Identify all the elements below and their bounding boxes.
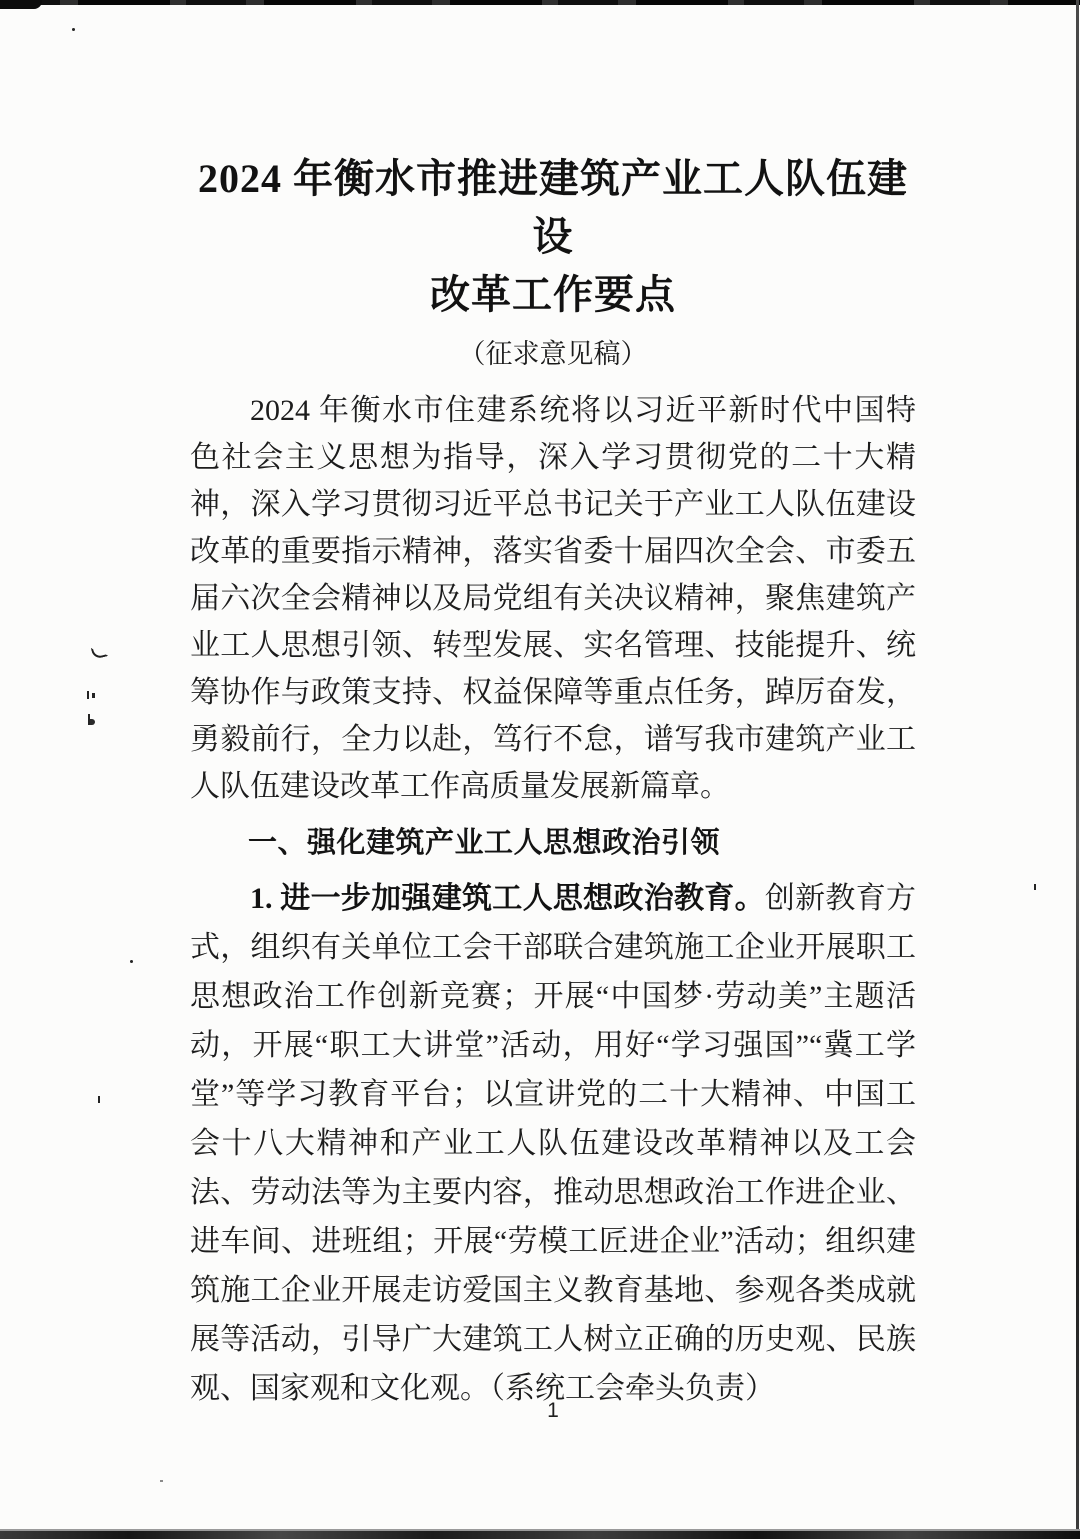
- item-1-text: 创新教育方式，组织有关单位工会干部联合建筑施工企业开展职工思想政治工作创新竞赛；开展“中国梦·劳动美”主题活动，开展“职工大讲堂”活动，用好“学习强国”“冀工学堂”等学习教育平台；以宣讲党的二十大精神、中国工会十八大精神和产业工人队伍建设改革精神以及工会法、劳动法等为主要内容，推动思想政治工作进企业、进车间、进班组；开展“劳模工匠进企业”活动；组织建筑施工企业开展走访爱国主义教育基地、参观各类成就展等活动，引导广大建筑工人树立正确的历史观、民族观、国家观和文化观。（系统工会牵头负责）: [190, 882, 917, 1405]
- scan-speck: [98, 1096, 100, 1103]
- document-title: [190, 150, 916, 324]
- scan-speck: [91, 644, 108, 659]
- intro-paragraph: 2024 年衡水市住建系统将以习近平新时代中国特色社会主义思想为指导，深入学习贯彻党的二十大精神，深入学习贯彻习近平总书记关于产业工人队伍建设改革的重要指示精神，落实省委十届四次全会、市委五届六次全会精神以及局党组有关决议精神，聚焦建筑产业工人思想引领、转型发展、实名管理、技能提升、统筹协作与政策支持、权益保障等重点任务，踔厉奋发，勇毅前行，全力以赴，笃行不怠，谱写我市建筑产业工人队伍建设改革工作高质量发展新篇章。: [190, 394, 916, 803]
- scan-edge-bottom: [0, 1531, 1080, 1539]
- scan-speck: [72, 28, 75, 31]
- scan-speck: [130, 960, 133, 963]
- item-1-lead: 1. 进一步加强建筑工人思想政治教育。: [250, 882, 765, 915]
- scan-speck: [1034, 884, 1036, 890]
- document-body: [190, 150, 916, 1413]
- section-1-heading: 一、强化建筑产业工人思想政治引领: [248, 827, 721, 859]
- page-number: 1: [547, 1399, 559, 1422]
- title-line-1: 2024 年衡水市推进建筑产业工人队伍建设: [198, 156, 908, 259]
- scan-speck: [90, 719, 95, 725]
- scan-edge-top-corner: [0, 0, 42, 9]
- title-line-2: 改革工作要点: [430, 272, 676, 317]
- section-1-item-1: [190, 874, 916, 1413]
- scan-speck: [160, 1480, 163, 1482]
- scan-speck: [87, 691, 89, 699]
- scan-speck: [92, 693, 95, 698]
- document-subtitle: （征求意见稿）: [458, 339, 648, 369]
- scan-edge-top: [0, 0, 1080, 5]
- scan-edge-right: [1076, 0, 1079, 1539]
